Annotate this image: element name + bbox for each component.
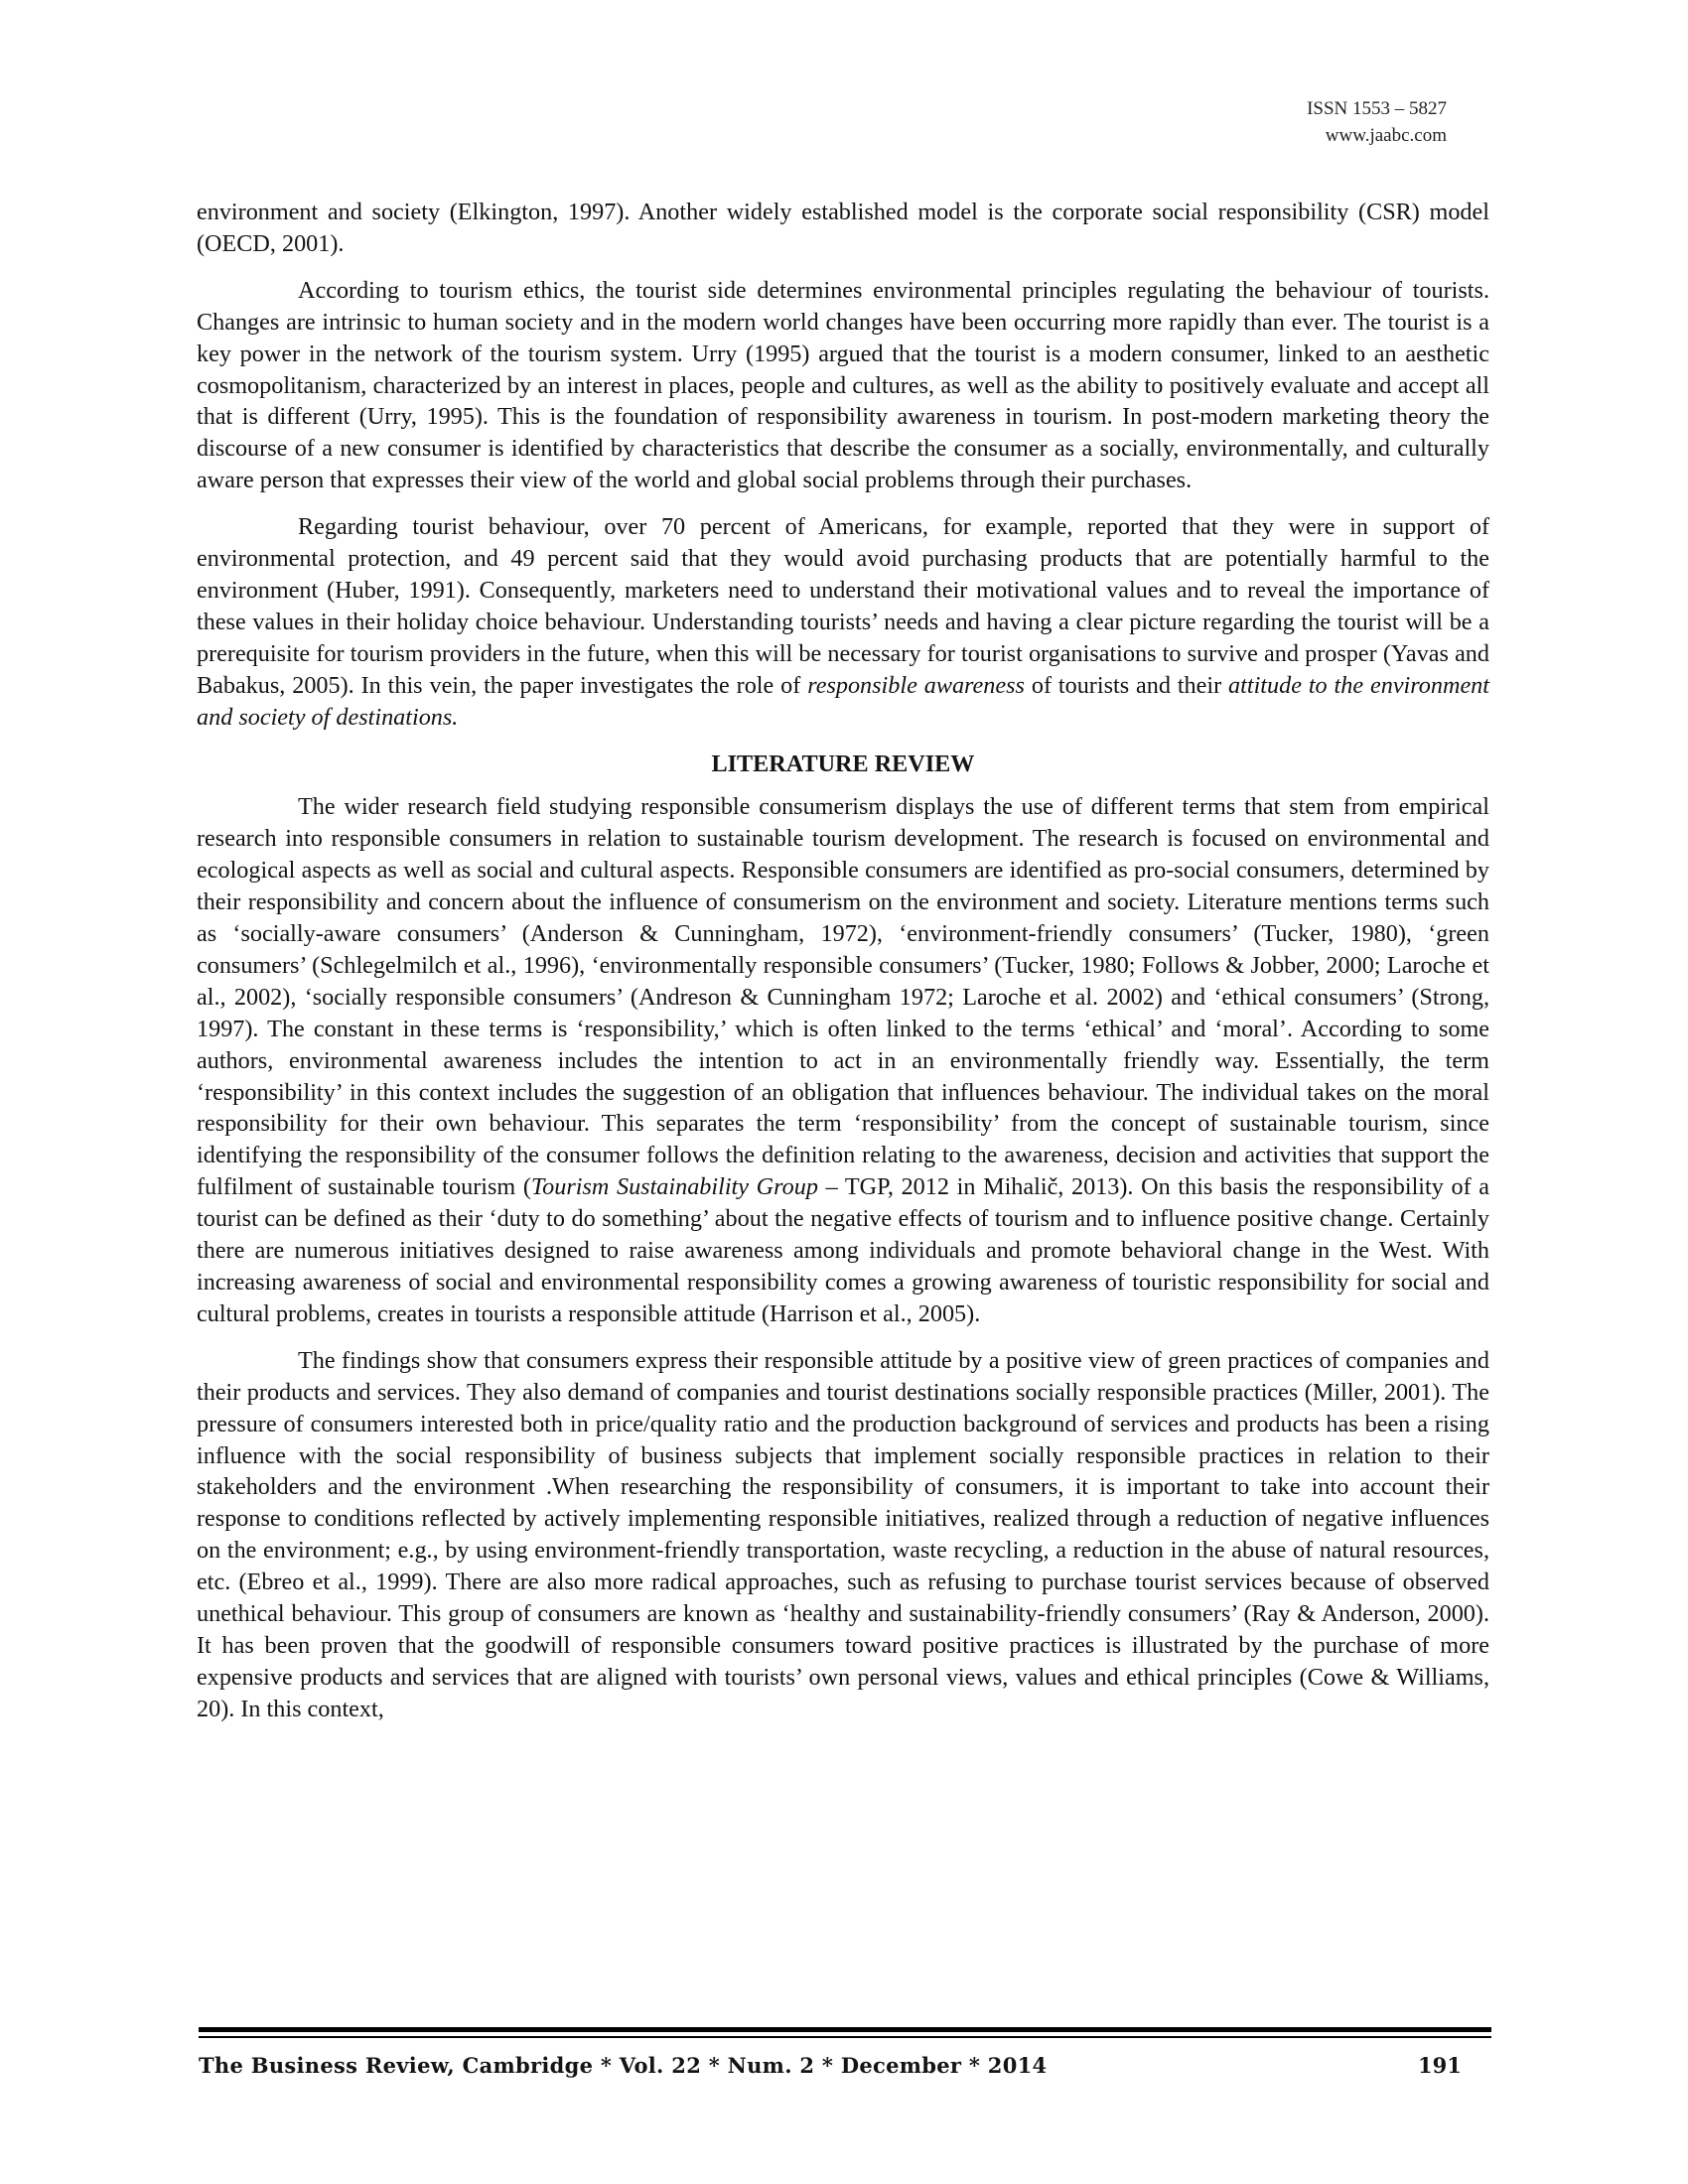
issn-label: ISSN 1553 – 5827 — [1307, 98, 1447, 119]
journal-header — [1307, 95, 1447, 149]
section-heading: LITERATURE REVIEW — [711, 750, 975, 777]
footer-divider-thin — [199, 2036, 1491, 2038]
paragraph-4-text-b: – TGP, 2012 in Mihalič, 2013). On this basis the responsibility of a tourist can be defined as their ‘duty to do something’ about the negative effects of tourism and to influence positive change. Certainly there are numerous initiatives designed to raise awareness among individuals and promote behavioral change in the West. With increasing awareness of social and environmental responsibility comes a growing awareness of touristic responsibility for social and cultural problems, creates in tourists a responsible attitude (Harrison et al., 2005). — [197, 1173, 1490, 1327]
footer-divider-thick — [199, 2027, 1491, 2032]
footer-journal-citation: The Business Review, Cambridge * Vol. 22 * Num. 2 * December * 2014 — [199, 2053, 1048, 2078]
website-label: www.jaabc.com — [1325, 125, 1447, 146]
paragraph-3-emphasis-a: responsible awareness — [807, 671, 1025, 699]
paragraph-3-emphasis-b: attitude to the environment and society of destinations. — [197, 671, 1489, 731]
paragraph-3 — [197, 511, 1489, 733]
paragraph-3-text-b: of tourists and their — [1024, 671, 1229, 699]
paragraph-4-emphasis: Tourism Sustainability Group — [530, 1173, 818, 1201]
paragraph-4 — [197, 791, 1489, 1329]
paragraph-5: The findings show that consumers express their responsible attitude by a positive view of green practices of companies and their products and services. They also demand of companies and tourist destinations socially responsible practices (Miller, 2001). The pressure of consumers interested both in price/quality ratio and the production background of services and products has been a rising influence with the social responsibility of business subjects that implement socially responsible practices in relation to their stakeholders and the environment .When researching the responsibility of consumers, it is important to take into account their response to conditions reflected by actively implementing responsible initiatives, realized through a reduction of negative influences on the environment; e.g., by using environment-friendly transportation, waste recycling, a reduction in the abuse of natural resources, etc. (Ebreo et al., 1999). There are also more radical approaches, such as refusing to purchase tourist services because of observed unethical behaviour. This group of consumers are known as ‘healthy and sustainability-friendly consumers’ (Ray & Anderson, 2000). It has been proven that the goodwill of responsible consumers toward positive practices is illustrated by the purchase of more expensive products and services that are aligned with tourists’ own personal views, values and ethical principles (Cowe & Williams, 20). In this context, — [197, 1346, 1489, 1722]
paragraph-2: According to tourism ethics, the tourist side determines environmental principles regulating the behaviour of tourists. Changes are intrinsic to human society and in the modern world changes have been occurring more rapidly than ever. The tourist is a key power in the network of the tourism system. Urry (1995) argued that the tourist is a modern consumer, linked to an aesthetic cosmopolitanism, characterized by an interest in places, people and cultures, as well as the ability to positively evaluate and accept all that is different (Urry, 1995). This is the foundation of responsibility awareness in tourism. In post-modern marketing theory the discourse of a new consumer is identified by characteristics that describe the consumer as a socially, environmentally, and culturally aware person that expresses their view of the world and global social problems through their purchases. — [197, 276, 1489, 494]
paragraph-1: environment and society (Elkington, 1997). Another widely established model is the corporate social responsibility (CSR) model (OECD, 2001). — [197, 199, 1489, 257]
paragraph-4-text-a: The wider research field studying responsible consumerism displays the use of different terms that stem from empirical research into responsible consumers in relation to sustainable tourism development. The research is focused on environmental and ecological aspects as well as social and cultural aspects. Responsible consumers are identified as pro-social consumers, determined by their responsibility and concern about the influence of consumerism on the environment and society. Literature mentions terms such as ‘socially-aware consumers’ (Anderson & Cunningham, 1972), ‘environment-friendly consumers’ (Tucker, 1980), ‘green consumers’ (Schlegelmilch et al., 1996), ‘environmentally responsible consumers’ (Tucker, 1980; Follows & Jobber, 2000; Laroche et al., 2002), ‘socially responsible consumers’ (Andreson & Cunningham 1972; Laroche et al. 2002) and ‘ethical consumers’ (Strong, 1997). The constant in these terms is ‘responsibility,’ which is often linked to the terms ‘ethical’ and ‘moral’. According to some authors, environmental awareness includes the intention to act in an environmentally friendly way. Essentially, the term ‘responsibility’ in this context includes the suggestion of an obligation that influences behaviour. The individual takes on the moral responsibility for their own behaviour. This separates the term ‘responsibility’ from the concept of sustainable tourism, since identifying the responsibility of the consumer follows the definition relating to the awareness, decision and activities that support the fulfilment of sustainable tourism ( — [197, 793, 1489, 1201]
paragraph-3-text-a: Regarding tourist behaviour, over 70 percent of Americans, for example, reported that they were in support of environmental protection, and 49 percent said that they would avoid purchasing products that are potentially harmful to the environment (Huber, 1991). Consequently, marketers need to understand their motivational values and to reveal the importance of these values in their holiday choice behaviour. Understanding tourists’ needs and having a clear picture regarding the tourist will be a prerequisite for tourism providers in the future, when this will be necessary for tourist organisations to survive and prosper (Yavas and Babakus, 2005). In this vein, the paper investigates the role of — [197, 513, 1489, 699]
page-number: 191 — [1418, 2053, 1462, 2078]
article-body — [197, 197, 1489, 1740]
